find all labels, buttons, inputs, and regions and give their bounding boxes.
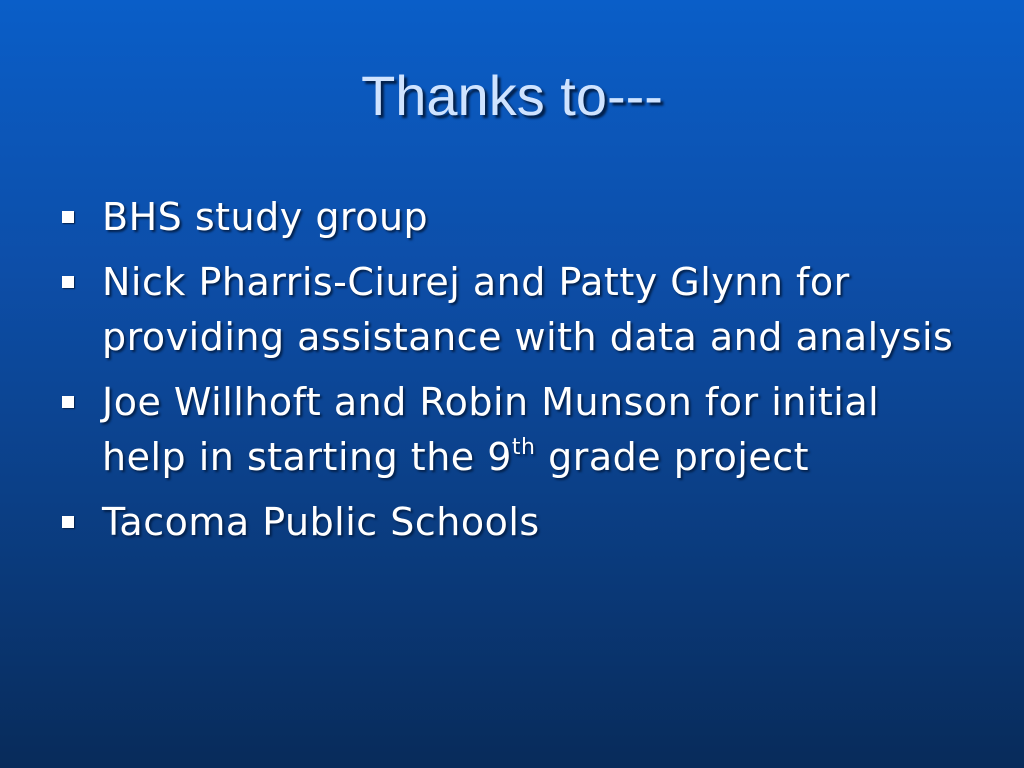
bullet-text: Tacoma Public Schools: [102, 500, 540, 544]
ordinal-superscript: th: [511, 435, 536, 460]
slide-title: Thanks to---: [361, 64, 663, 127]
square-bullet-icon: [62, 276, 74, 288]
bullet-item: [62, 375, 962, 485]
bullet-list: [62, 190, 962, 560]
bullet-text: BHS study group: [102, 195, 429, 239]
bullet-item: [62, 190, 962, 245]
square-bullet-icon: [62, 396, 74, 408]
bullet-text-after: grade project: [535, 435, 810, 479]
bullet-item: [62, 495, 962, 550]
bullet-text-before: Joe Willhoft and Robin Munson for initial help in starting the 9: [102, 380, 880, 479]
bullet-item: [62, 255, 962, 365]
square-bullet-icon: [62, 211, 74, 223]
bullet-text: Nick Pharris-Ciurej and Patty Glynn for providing assistance with data and analysis: [102, 260, 954, 359]
square-bullet-icon: [62, 516, 74, 528]
